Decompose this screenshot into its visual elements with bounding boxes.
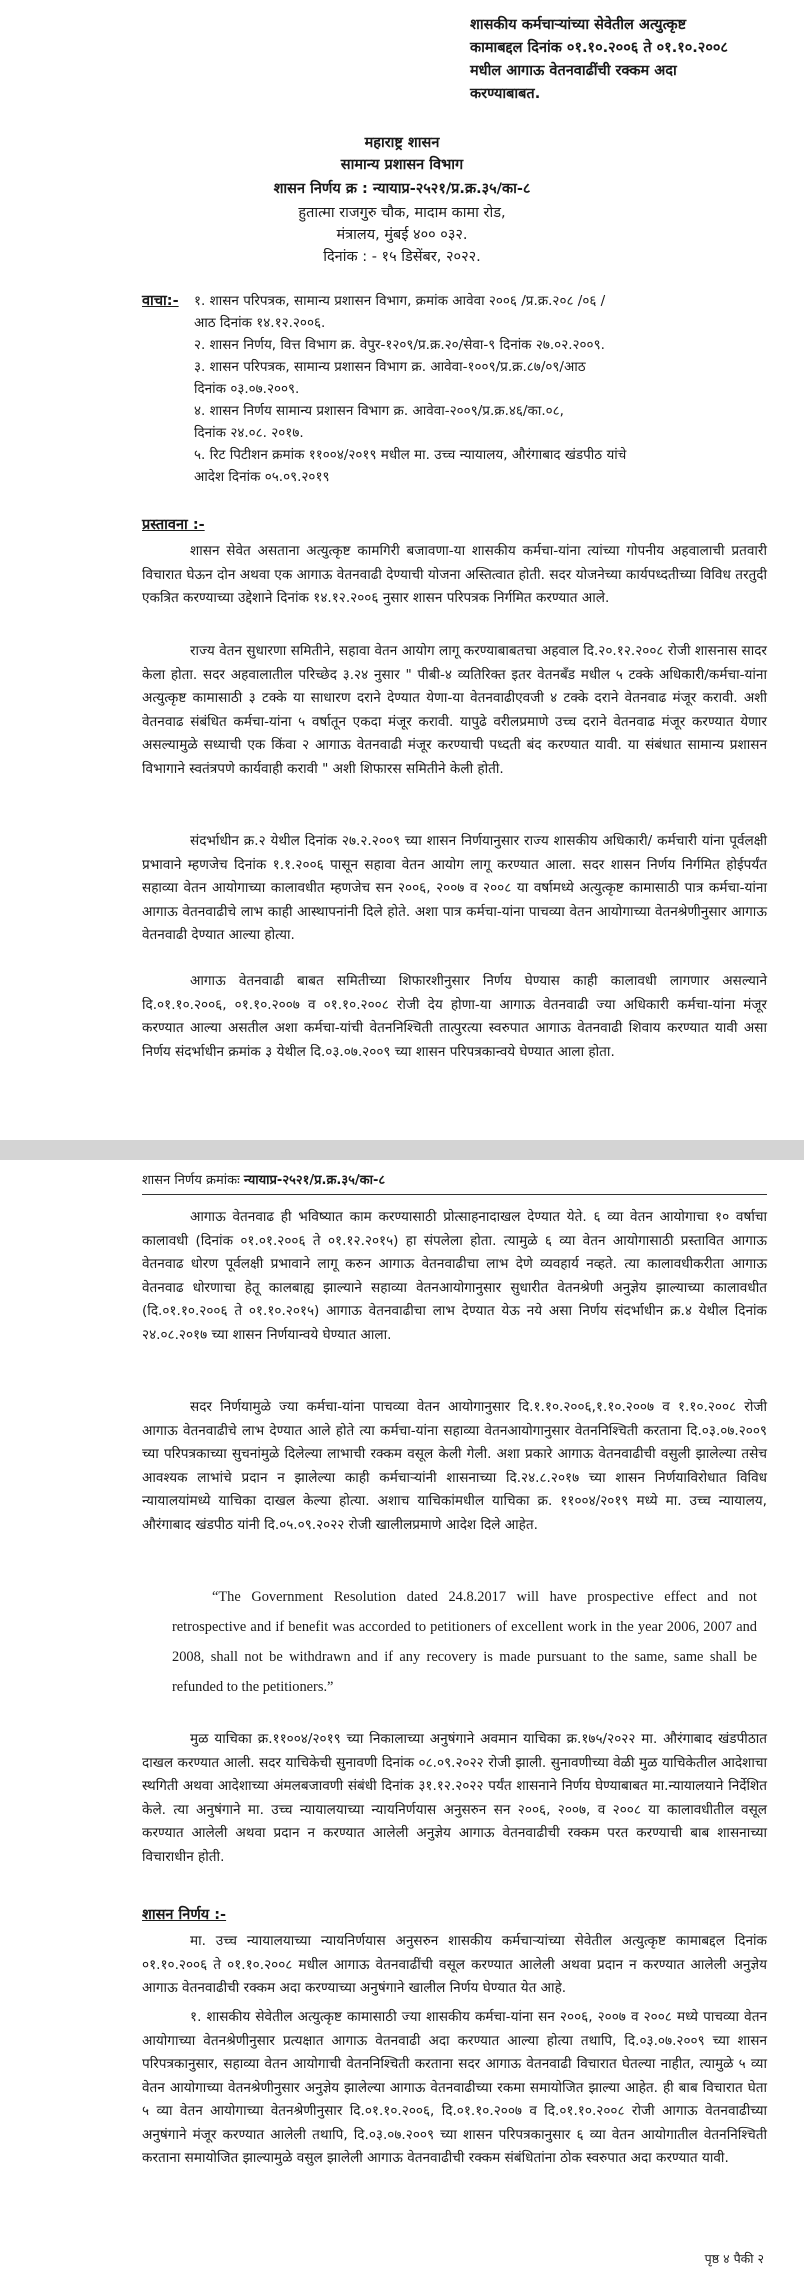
preamble-paragraph: शासन सेवेत असताना अत्युत्कृष्ट कामगिरी बजावणा-या शासकीय कर्मचा-यांना त्यांच्या गोपनीय अहवालाची प्रतवारी विचारात घेऊन दोन अथवा एक आगाऊ वेतनवाढी देण्याची योजना अस्तित्वात होती. सदर योजनेच्या कार्यपध्दतीच्या विविध तरतुदी एकत्रित करण्याच्या उद्देशाने दिनांक १४.१२.२००६ नुसार शासन परिपत्रक निर्गमित करण्यात आले.: [142, 543, 767, 606]
reference-item: [194, 334, 754, 356]
address-line-1: हुतात्मा राजगुरु चौक, मादाम कामा रोड,: [298, 205, 506, 221]
body-paragraph: आगाऊ वेतनवाढ ही भविष्यात काम करण्यासाठी प्रोत्साहनादाखल देण्यात येते. ६ व्या वेतन आयोगाचा १० वर्षाचा कालावधी (दिनांक ०१.०१.२००६ ते ०१.१२.२०१५) हा संपलेला होता. त्यामुळे ६ व्या वेतन आयोगासाठी प्रस्तावित आगाऊ वेतनवाढ धोरण पूर्वलक्षी प्रभावाने लागू करुन आगाऊ वेतनवाढीचा लाभ देणे व्यवहार्य नव्हते. त्या कालावधीकरीता आगाऊ वेतनवाढ धोरणाचा हेतू कालबाह्य झाल्याने सहाव्या वेतनआयोगानुसार सुधारीत वेतनश्रेणी अनुज्ञेय झाल्याच्या कालावधीत (दि.०१.१०.२००६ ते ०१.१०.२०१५) आगाऊ वेतनवाढीचा लाभ देण्यात येऊ नये असा निर्णय संदर्भाधीन क्र.४ येथील दिनांक २४.०८.२०१७ च्या शासन निर्णयान्वये घेण्यात आला.: [142, 1209, 767, 1343]
department-name: सामान्य प्रशासन विभाग: [340, 157, 464, 173]
subject-line: मधील आगाऊ वेतनवाढींची रक्कम अदा: [470, 63, 677, 79]
reference-line: ३. शासन परिपत्रक, सामान्य प्रशासन विभाग क्र. आवेवा-१००९/प्र.क्र.८७/०९/आठ: [194, 359, 586, 375]
subject-line: कामाबद्दल दिनांक ०१.१०.२००६ ते ०१.१०.२००८: [470, 40, 728, 56]
reference-line: आठ दिनांक १४.१२.२००६.: [194, 315, 326, 331]
reference-item: [194, 400, 754, 444]
reference-line: दिनांक ०३.०७.२००९.: [194, 381, 300, 397]
court-order-quote: “The Government Resolution dated 24.8.2017 will have prospective effect and not retrospective and if benefit was accorded to petitioners of excellent work in the year 2006, 2007 and 2008, shall not be withdrawn and if any recovery is made pursuant to the same, same shall be refunded to the petitioners.”: [172, 1589, 757, 1695]
reference-line: आदेश दिनांक ०५.०९.२०१९: [194, 469, 330, 485]
document-page-2: [0, 1160, 804, 2280]
references-list: [194, 290, 754, 488]
running-header-prefix: शासन निर्णय क्रमांकः: [142, 1173, 240, 1188]
preamble-heading: प्रस्तावना :-: [142, 517, 205, 533]
subject-line: करण्याबाबत.: [470, 86, 541, 102]
preamble-paragraph: राज्य वेतन सुधारणा समितीने, सहावा वेतन आयोग लागू करण्याबाबतचा अहवाल दि.२०.१२.२००८ रोजी शासनास सादर केला होता. सदर अहवालातील परिच्छेद ३.२४ नुसार " पीबी-४ व्यतिरिक्त इतर वेतनबँड मधील ५ टक्के अधिकारी/कर्मचा-यांना अत्युत्कृष्ट कामासाठी ३ टक्के या साधारण दराने देण्यात येणा-या वेतनवाढीएवजी ४ टक्के दराने वेतनवाढ मंजूर करावी. अशी वेतनवाढ संबंधित कर्मचा-यांना ५ वर्षातून एकदा मंजूर करावी. यापुढे वरीलप्रमाणे उच्च दराने वेतनवाढ मंजूर करण्यात येणार असल्यामुळे सध्याची एक किंवा २ आगाऊ वेतनवाढी मंजूर करण्याची पध्दती बंद करण्यात यावी. या संबंधात सामान्य प्रशासन विभागाने स्वतंत्रपणे कार्यवाही करावी " अशी शिफारस समितीने केली होती.: [142, 643, 767, 777]
decision-heading: शासन निर्णय :-: [142, 1907, 227, 1923]
state-name: महाराष्ट्र शासन: [364, 135, 440, 151]
references-label: वाचा:-: [142, 293, 179, 309]
preamble-paragraph: आगाऊ वेतनवाढी बाबत समितीच्या शिफारशीनुसार निर्णय घेण्यास काही कालावधी लागणार असल्याने दि.०१.१०.२००६, ०१.१०.२००७ व ०१.१०.२००८ रोजी देय होणा-या आगाऊ वेतनवाढी ज्या अधिकारी कर्मचा-यांना मंजूर करण्यात आल्या असतील अशा कर्मचा-यांची वेतननिश्चिती तात्पुरत्या स्वरुपात आगाऊ वेतनवाढी शिवाय करण्यात यावी असा निर्णय संदर्भाधीन क्रमांक ३ येथील दि.०३.०७.२००९ च्या शासन परिपत्रकान्वये घेण्यात आला होता.: [142, 973, 767, 1060]
header-rule: [142, 1194, 767, 1195]
running-header-number: न्यायाप्र-२५२१/प्र.क्र.३५/का-८: [243, 1173, 386, 1188]
subject-line: शासकीय कर्मचाऱ्यांच्या सेवेतील अत्युत्कृष्ट: [470, 17, 687, 33]
reference-item: [194, 290, 754, 334]
subject-block: [470, 14, 790, 106]
reference-line: २. शासन निर्णय, वित्त विभाग क्र. वेपुर-१२०९/प्र.क्र.२०/सेवा-९ दिनांक २७.०२.२००९.: [194, 337, 605, 353]
reference-line: दिनांक २४.०८. २०१७.: [194, 425, 304, 441]
preamble-paragraph: संदर्भाधीन क्र.२ येथील दिनांक २७.२.२००९ च्या शासन निर्णयानुसार राज्य शासकीय अधिकारी/ कर्मचारी यांना पूर्वलक्षी प्रभावाने म्हणजेच दिनांक १.१.२००६ पासून सहावा वेतन आयोग लागू करण्यात आला. सदर शासन निर्णय निर्गमित होईपर्यंत सहाव्या वेतन आयोगाच्या कालावधीत म्हणजेच सन २००६, २००७ व २००८ या वर्षामध्ये अत्युत्कृष्ट कामासाठी पात्र कर्मचा-यांना आगाऊ वेतनवाढीचे लाभ काही आस्थापनांनी दिले होते. अशा पात्र कर्मचा-यांना पाचव्या वेतन आयोगाच्या वेतनश्रेणीनुसार आगाऊ वेतनवाढी देण्यात आल्या होत्या.: [142, 833, 767, 943]
reference-item: [194, 356, 754, 400]
decision-paragraph: १. शासकीय सेवेतील अत्युत्कृष्ट कामासाठी ज्या शासकीय कर्मचा-यांना सन २००६, २००७ व २००८ मध्ये पाचव्या वेतन आयोगाच्या वेतनश्रेणीनुसार प्रत्यक्षात आगाऊ वेतनवाढी अदा करण्यात आल्या होत्या तथापि, दि.०३.०७.२००९ च्या शासन परिपत्रकानुसार, सहाव्या वेतन आयोगाची वेतननिश्चिती करताना सदर आगाऊ वेतनवाढी विचारात घेतल्या नाहीत, त्यामुळे ५ व्या वेतन आयोगाच्या वेतनश्रेणीनुसार अनुज्ञेय झालेल्या आगाऊ वेतनवाढीच्या रकमा समायोजित झाल्या आहेत. ही बाब विचारात घेता ५ व्या वेतन आयोगाच्या वेतनश्रेणीनुसार दि.०१.१०.२००६, दि.०१.१०.२००७ व दि.०१.१०.२००८ रोजी आगाऊ वेतनवाढीच्या अनुषंगाने मंजूर करण्यात आलेली तथापि, दि.०३.०७.२००९ च्या शासन परिपत्रकानुसार ६ व्या वेतन आयोगातील वेतननिश्चिती करताना समायोजित झाल्यामुळे वसुल झालेली आगाऊ वेतनवाढीची रक्कम संबंधितांना ठोक स्वरुपात अदा करण्यात यावी.: [142, 2009, 767, 2166]
reference-item: [194, 444, 754, 488]
body-paragraph: मुळ याचिका क्र.११००४/२०१९ च्या निकालाच्या अनुषंगाने अवमान याचिका क्र.१७५/२०२२ मा. औरंगाबाद खंडपीठात दाखल करण्यात आली. सदर याचिकेची सुनावणी दिनांक ०८.०९.२०२२ रोजी झाली. सुनावणीच्या वेळी मुळ याचिकेतील आदेशाचा स्थगिती अथवा आदेशाच्या अंमलबजावणी संबंधी दिनांक ३१.१२.२०२२ पर्यंत शासनाने निर्णय घेण्याबाबत मा.न्यायालयाने निर्देशित केले. त्या अनुषंगाने मा. उच्च न्यायालयाच्या न्यायनिर्णयास अनुसरुन सन २००६, २००७, व २००८ या कालावधीतील वसूल करण्यात आलेली अथवा प्रदान न करण्यात आलेली अनुज्ञेय आगाऊ वेतनवाढीची रक्कम परत करण्याची बाब शासनाच्या विचाराधीन होती.: [142, 1731, 767, 1865]
body-paragraph: सदर निर्णयामुळे ज्या कर्मचा-यांना पाचव्या वेतन आयोगानुसार दि.१.१०.२००६,१.१०.२००७ व १.१०.२००८ रोजी आगाऊ वेतनवाढीचे लाभ देण्यात आले होते त्या कर्मचा-यांना सहाव्या वेतनआयोगानुसार वेतननिश्चिती करताना दि.०३.०७.२००९ च्या परिपत्रकाच्या सुचनांमुळे दिलेल्या लाभाची रक्कम वसूल केली गेली. अशा प्रकारे आगाऊ वेतनवाढीची वसुली झालेल्या तसेच आवश्यक लाभांचे प्रदान न झालेल्या काही कर्मचाऱ्यांनी शासनाच्या दि.२४.८.२०१७ च्या शासन निर्णयाविरोधात विविध न्यायालयांमध्ये याचिका दाखल केल्या होत्या. अशाच याचिकांमधील याचिका क्र. ११००४/२०१९ मध्ये मा. उच्च न्यायालय, औरंगाबाद खंडपीठ यांनी दि.०५.०९.२०२२ रोजी खालीलप्रमाणे आदेश दिले आहेत.: [142, 1399, 767, 1533]
page-number: पृष्ठ ४ पैकी २: [704, 2251, 764, 2266]
address-line-2: मंत्रालय, मुंबई ४०० ०३२.: [336, 227, 468, 243]
decision-paragraph: मा. उच्च न्यायालयाच्या न्यायनिर्णयास अनुसरुन शासकीय कर्मचाऱ्यांच्या सेवेतील अत्युत्कृष्ट कामाबद्दल दिनांक ०१.१०.२००६ ते ०१.१०.२००८ मधील आगाऊ वेतनवाढींची वसूल करण्यात आलेली अथवा प्रदान न करण्यात आलेली अनुज्ञेय आगाऊ वेतनवाढीची रक्कम अदा करण्याच्या अनुषंगाने खालील निर्णय घेण्यात येत आहे.: [142, 1933, 767, 1996]
page-running-header: [142, 1170, 385, 1188]
gr-number: शासन निर्णय क्र : न्यायाप्र-२५२१/प्र.क्र.३५/का-८: [273, 181, 531, 197]
gr-date: दिनांक : - १५ डिसेंबर, २०२२.: [323, 249, 481, 265]
page-separator: [0, 1140, 804, 1160]
reference-line: १. शासन परिपत्रक, सामान्य प्रशासन विभाग, क्रमांक आवेवा २००६ /प्र.क्र.२०८ /०६ /: [194, 293, 606, 309]
reference-line: ५. रिट पिटीशन क्रमांक ११००४/२०१९ मधील मा. उच्च न्यायालय, औरंगाबाद खंडपीठ यांचे: [194, 447, 627, 463]
reference-line: ४. शासन निर्णय सामान्य प्रशासन विभाग क्र. आवेवा-२००९/प्र.क्र.४६/का.०८,: [194, 403, 564, 419]
